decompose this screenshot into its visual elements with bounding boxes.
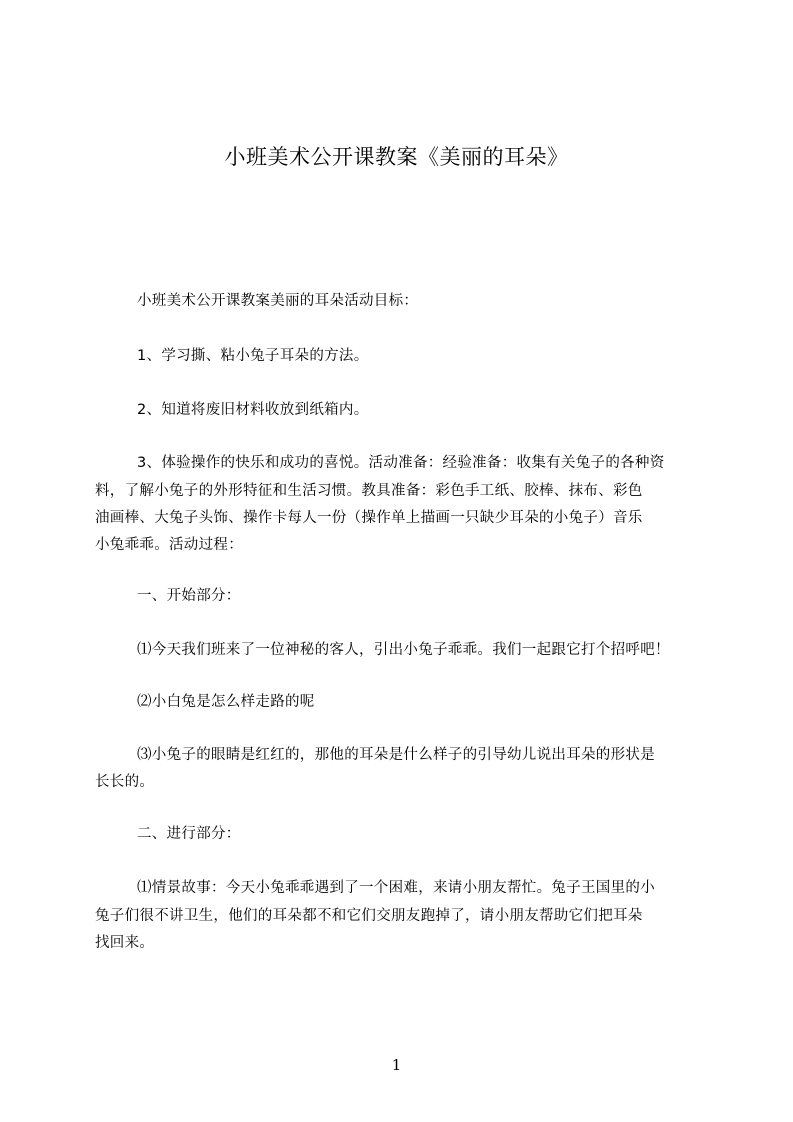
section-1-item-3-line-1: ⑶小兔子的眼睛是红红的，那他的耳朵是什么样子的引导幼儿说出耳朵的形状是	[137, 747, 655, 763]
goal-item-3-line-3: 油画棒、大兔子头饰、操作卡每人一份（操作单上描画一只缺少耳朵的小兔子）音乐	[95, 510, 643, 526]
goal-item-3-line-1: 3、体验操作的快乐和成功的喜悦。活动准备：经验准备：收集有关兔子的各种资	[137, 455, 665, 471]
page-number: 1	[391, 1056, 402, 1074]
section-1-heading: 一、开始部分：	[137, 588, 241, 604]
section-2-item-1-line-2: 兔子们很不讲卫生，他们的耳朵都不和它们交朋友跑掉了，请小朋友帮助它们把耳朵	[95, 908, 643, 924]
section-2-item-1-line-1: ⑴情景故事：今天小兔乖乖遇到了一个困难，来请小朋友帮忙。兔子王国里的小	[137, 880, 655, 896]
intro-paragraph: 小班美术公开课教案美丽的耳朵活动目标：	[137, 293, 419, 309]
section-1-item-2: ⑵小白兔是怎么样走路的呢	[137, 694, 315, 710]
section-2-item-1-line-3: 找回来。	[95, 935, 155, 951]
goal-item-3-line-4: 小兔乖乖。活动过程：	[95, 537, 243, 553]
goal-item-3-line-2: 料，了解小兔子的外形特征和生活习惯。教具准备：彩色手工纸、胶棒、抹布、彩色	[95, 483, 643, 499]
section-2-heading: 二、进行部分：	[137, 826, 241, 842]
section-1-item-1: ⑴今天我们班来了一位神秘的客人，引出小兔子乖乖。我们一起跟它打个招呼吧！	[137, 642, 670, 658]
document-title: 小班美术公开课教案《美丽的耳朵》	[224, 145, 569, 169]
section-1-item-3-line-2: 长长的。	[95, 774, 155, 790]
goal-item-1: 1、学习撕、粘小兔子耳朵的方法。	[137, 348, 369, 364]
goal-item-2: 2、知道将废旧材料收放到纸箱内。	[137, 402, 369, 418]
